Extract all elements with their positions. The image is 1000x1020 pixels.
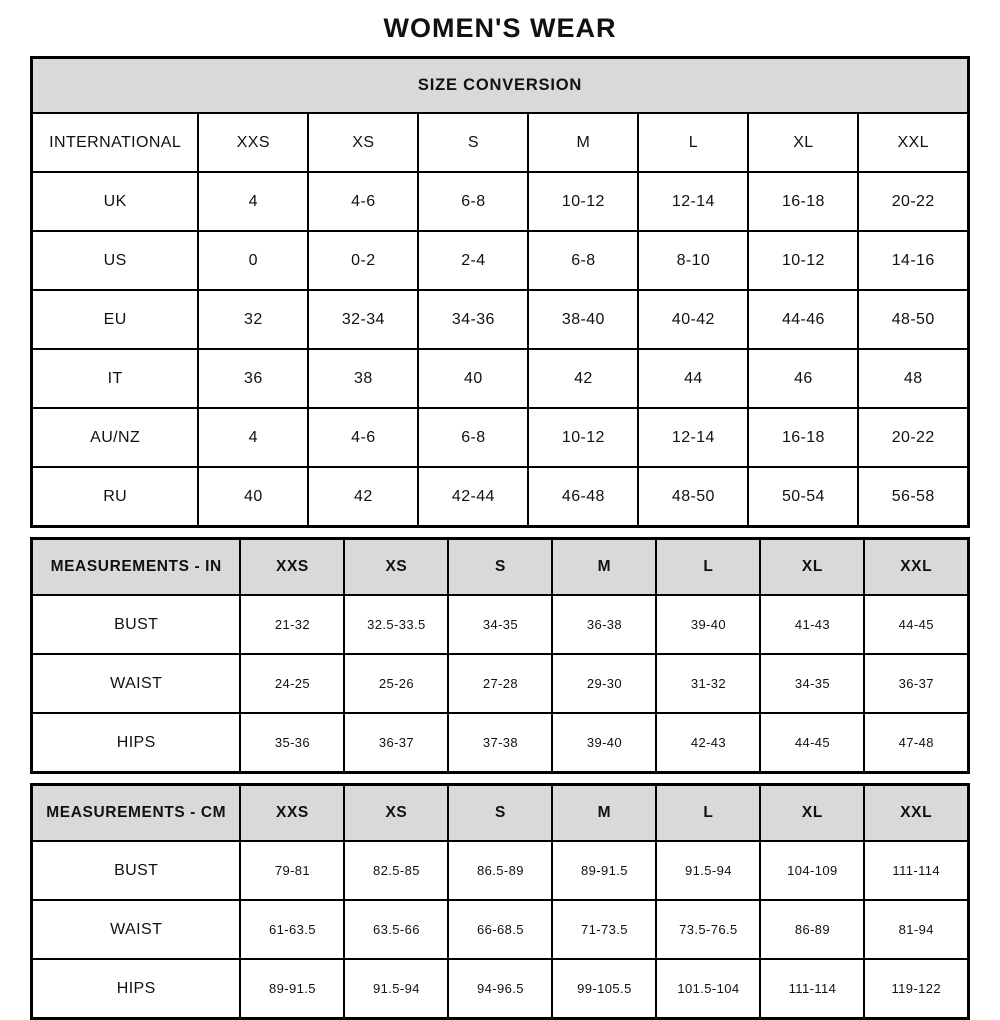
size-cell: 4-6 xyxy=(308,172,418,231)
size-cell: 10-12 xyxy=(528,172,638,231)
table-title: MEASUREMENTS - IN xyxy=(32,539,241,596)
column-header-l: L xyxy=(656,539,760,596)
size-cell: 2-4 xyxy=(418,231,528,290)
measurement-cell: 32.5-33.5 xyxy=(344,595,448,654)
size-cell: 44 xyxy=(638,349,748,408)
column-header-xl: XL xyxy=(760,539,864,596)
measurement-cell: 73.5-76.5 xyxy=(656,900,760,959)
size-cell: 12-14 xyxy=(638,408,748,467)
measurement-cell: 94-96.5 xyxy=(448,959,552,1019)
row-label: WAIST xyxy=(32,654,241,713)
column-header-s: S xyxy=(448,785,552,842)
measurement-cell: 41-43 xyxy=(760,595,864,654)
size-cell: 20-22 xyxy=(858,172,968,231)
measurement-cell: 24-25 xyxy=(240,654,344,713)
column-header-xs: XS xyxy=(344,785,448,842)
size-cell: 32 xyxy=(198,290,308,349)
column-header-s: S xyxy=(418,113,528,172)
measurement-cell: 61-63.5 xyxy=(240,900,344,959)
size-cell: 6-8 xyxy=(418,172,528,231)
size-cell: 4-6 xyxy=(308,408,418,467)
measurement-cell: 42-43 xyxy=(656,713,760,773)
column-header-xxl: XXL xyxy=(858,113,968,172)
measurement-cell: 119-122 xyxy=(864,959,968,1019)
page-title: WOMEN'S WEAR xyxy=(383,13,617,43)
size-cell: 0 xyxy=(198,231,308,290)
row-label: AU/NZ xyxy=(32,408,199,467)
size-cell: 20-22 xyxy=(858,408,968,467)
table-title: MEASUREMENTS - CM xyxy=(32,785,241,842)
measurement-cell: 39-40 xyxy=(552,713,656,773)
measurement-cell: 71-73.5 xyxy=(552,900,656,959)
measurement-cell: 25-26 xyxy=(344,654,448,713)
table-row xyxy=(32,959,969,1019)
size-cell: 34-36 xyxy=(418,290,528,349)
row-label: UK xyxy=(32,172,199,231)
table-row xyxy=(32,172,969,231)
size-cell: 40 xyxy=(198,467,308,527)
table-title: SIZE CONVERSION xyxy=(32,58,969,114)
size-cell: 46-48 xyxy=(528,467,638,527)
size-cell: 12-14 xyxy=(638,172,748,231)
column-header-l: L xyxy=(638,113,748,172)
measurement-cell: 79-81 xyxy=(240,841,344,900)
row-label: HIPS xyxy=(32,713,241,773)
measurement-cell: 34-35 xyxy=(448,595,552,654)
size-cell: 42-44 xyxy=(418,467,528,527)
measurement-cell: 111-114 xyxy=(864,841,968,900)
table-header-row xyxy=(32,539,969,596)
size-cell: 36 xyxy=(198,349,308,408)
size-cell: 46 xyxy=(748,349,858,408)
size-cell: 44-46 xyxy=(748,290,858,349)
column-header-xxs: XXS xyxy=(240,539,344,596)
table-row xyxy=(32,595,969,654)
measurement-cell: 36-38 xyxy=(552,595,656,654)
table-row xyxy=(32,231,969,290)
size-cell: 38-40 xyxy=(528,290,638,349)
size-cell: 10-12 xyxy=(748,231,858,290)
measurement-cell: 44-45 xyxy=(864,595,968,654)
measurement-cell: 63.5-66 xyxy=(344,900,448,959)
measurements-cm-table xyxy=(30,783,970,1020)
measurement-cell: 21-32 xyxy=(240,595,344,654)
size-cell: 56-58 xyxy=(858,467,968,527)
row-label: RU xyxy=(32,467,199,527)
row-label: BUST xyxy=(32,841,241,900)
size-cell: 10-12 xyxy=(528,408,638,467)
size-cell: 16-18 xyxy=(748,408,858,467)
column-header-s: S xyxy=(448,539,552,596)
measurement-cell: 39-40 xyxy=(656,595,760,654)
measurement-cell: 47-48 xyxy=(864,713,968,773)
column-header-xxs: XXS xyxy=(198,113,308,172)
size-cell: 0-2 xyxy=(308,231,418,290)
column-header-m: M xyxy=(552,539,656,596)
measurement-cell: 66-68.5 xyxy=(448,900,552,959)
measurement-cell: 86-89 xyxy=(760,900,864,959)
measurements-in-table xyxy=(30,537,970,774)
table-row xyxy=(32,290,969,349)
column-header-l: L xyxy=(656,785,760,842)
size-cell: 48-50 xyxy=(638,467,748,527)
measurement-cell: 86.5-89 xyxy=(448,841,552,900)
size-cell: 6-8 xyxy=(528,231,638,290)
size-conversion-table xyxy=(30,56,970,528)
row-label: US xyxy=(32,231,199,290)
table-row xyxy=(32,349,969,408)
column-header-m: M xyxy=(552,785,656,842)
column-header-xl: XL xyxy=(760,785,864,842)
row-label: EU xyxy=(32,290,199,349)
size-cell: 40 xyxy=(418,349,528,408)
column-header-row xyxy=(32,113,969,172)
table-title-row xyxy=(32,58,969,114)
size-cell: 38 xyxy=(308,349,418,408)
size-cell: 42 xyxy=(528,349,638,408)
measurement-cell: 34-35 xyxy=(760,654,864,713)
size-cell: 4 xyxy=(198,172,308,231)
table-row xyxy=(32,408,969,467)
size-chart-page xyxy=(30,0,970,1020)
measurement-cell: 111-114 xyxy=(760,959,864,1019)
size-cell: 16-18 xyxy=(748,172,858,231)
size-cell: 48 xyxy=(858,349,968,408)
column-header-international: INTERNATIONAL xyxy=(32,113,199,172)
column-header-m: M xyxy=(528,113,638,172)
column-header-xxs: XXS xyxy=(240,785,344,842)
column-header-xxl: XXL xyxy=(864,785,968,842)
size-cell: 48-50 xyxy=(858,290,968,349)
column-header-xs: XS xyxy=(344,539,448,596)
measurement-cell: 35-36 xyxy=(240,713,344,773)
measurement-cell: 36-37 xyxy=(344,713,448,773)
size-cell: 32-34 xyxy=(308,290,418,349)
measurement-cell: 81-94 xyxy=(864,900,968,959)
measurement-cell: 82.5-85 xyxy=(344,841,448,900)
column-header-xl: XL xyxy=(748,113,858,172)
measurement-cell: 27-28 xyxy=(448,654,552,713)
measurement-cell: 104-109 xyxy=(760,841,864,900)
row-label: BUST xyxy=(32,595,241,654)
size-cell: 6-8 xyxy=(418,408,528,467)
measurement-cell: 31-32 xyxy=(656,654,760,713)
measurement-cell: 101.5-104 xyxy=(656,959,760,1019)
row-label: HIPS xyxy=(32,959,241,1019)
table-row xyxy=(32,467,969,527)
measurement-cell: 44-45 xyxy=(760,713,864,773)
measurement-cell: 37-38 xyxy=(448,713,552,773)
size-cell: 14-16 xyxy=(858,231,968,290)
measurement-cell: 91.5-94 xyxy=(344,959,448,1019)
size-cell: 40-42 xyxy=(638,290,748,349)
measurement-cell: 89-91.5 xyxy=(552,841,656,900)
column-header-xxl: XXL xyxy=(864,539,968,596)
table-row xyxy=(32,654,969,713)
row-label: IT xyxy=(32,349,199,408)
size-cell: 42 xyxy=(308,467,418,527)
column-header-xs: XS xyxy=(308,113,418,172)
measurement-cell: 91.5-94 xyxy=(656,841,760,900)
size-cell: 8-10 xyxy=(638,231,748,290)
measurement-cell: 99-105.5 xyxy=(552,959,656,1019)
table-row xyxy=(32,713,969,773)
table-row xyxy=(32,900,969,959)
measurement-cell: 29-30 xyxy=(552,654,656,713)
size-cell: 50-54 xyxy=(748,467,858,527)
size-cell: 4 xyxy=(198,408,308,467)
measurement-cell: 89-91.5 xyxy=(240,959,344,1019)
table-header-row xyxy=(32,785,969,842)
measurement-cell: 36-37 xyxy=(864,654,968,713)
table-row xyxy=(32,841,969,900)
row-label: WAIST xyxy=(32,900,241,959)
